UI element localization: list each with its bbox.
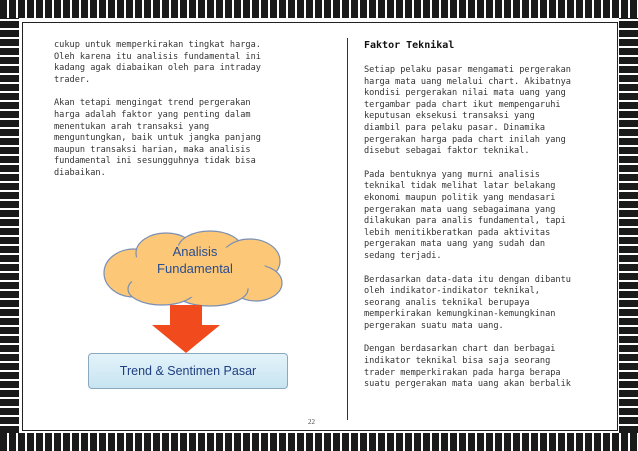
right-paragraph-1: Setiap pelaku pasar mengamati pergerakan harga mata uang melalui chart. Akibatnya kondisi pergerakan nilai mata uang yang tergambar pada chart ikut mempengaruhi keputusan eksekusi transaksi yang diambil para pelaku pasar. Dinamika pergerakan harga pada chart inilah yang disebut sebagai faktor teknikal. xyxy=(364,65,571,157)
page-number: 22 xyxy=(308,418,315,426)
left-paragraph-1: cukup untuk memperkirakan tingkat harga. Oleh karena itu analisis fundamental ini kadang agak diabaikan oleh para intraday trader. xyxy=(54,40,261,85)
right-paragraph-4: Dengan berdasarkan chart dan berbagai indikator teknikal bisa saja seorang trader memperkirakan pada harga berapa suatu pergerakan mata uang akan berbalik xyxy=(364,344,571,390)
left-column xyxy=(54,40,330,192)
section-title: Faktor Teknikal xyxy=(364,40,455,51)
left-paragraph-2: Akan tetapi mengingat trend pergerakan harga adalah faktor yang penting dalam menentukan arah transaksi yang menguntungkan, baik untuk jangka panjang maupun transaksi harian, maka analisis fundamental ini sesungguhnya tidak bisa diabaikan. xyxy=(54,98,261,178)
right-paragraph-3: Berdasarkan data-data itu dengan dibantu oleh indikator-indikator teknikal, seorang analis teknikal berupaya memperkirakan kemungkinan-kemungkinan pergerakan suatu mata uang. xyxy=(364,274,571,331)
down-arrow xyxy=(146,305,226,355)
document-page xyxy=(24,24,614,427)
column-divider xyxy=(347,38,348,420)
fundamental-diagram xyxy=(86,229,306,404)
right-column xyxy=(364,40,626,403)
cloud-label: Analisis Fundamental xyxy=(157,244,233,276)
right-paragraph-2: Pada bentuknya yang murni analisis teknikal tidak melihat latar belakang ekonomi maupun politik yang mendasari pergerakan mata uang sebagaimana yang dilakukan para analis fundamental, tapi lebih menitikberatkan pada aktivitas pergerakan mata uang yang sudah dan sedang terjadi. xyxy=(364,169,566,261)
trend-sentiment-box: Trend & Sentimen Pasar xyxy=(88,353,288,389)
